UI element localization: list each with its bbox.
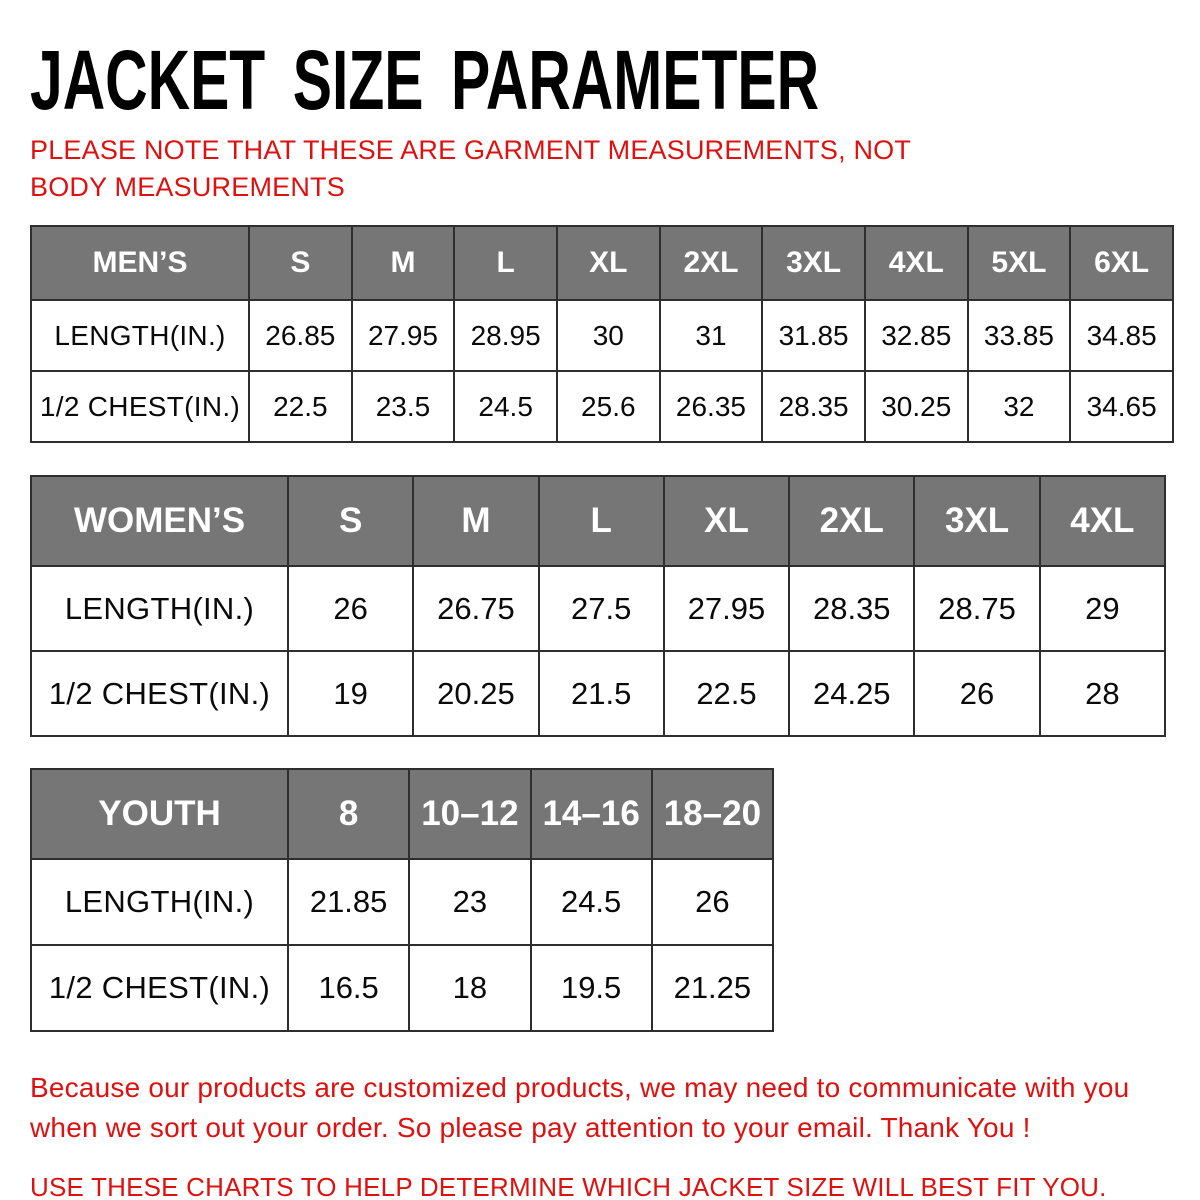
size-column-header: S [249, 226, 352, 300]
measurement-value: 24.5 [454, 371, 557, 442]
measurement-value: 33.85 [968, 300, 1071, 371]
size-column-header: 3XL [914, 476, 1039, 566]
measurement-value: 16.5 [288, 945, 409, 1031]
measurement-value: 26 [288, 566, 413, 651]
measurement-row [31, 300, 1173, 371]
mens-table-title: MEN’S [31, 226, 249, 300]
measurement-label: 1/2 CHEST(IN.) [31, 651, 288, 736]
measurement-value: 26 [652, 859, 773, 945]
mens-header-row [31, 226, 1173, 300]
size-column-header: 2XL [789, 476, 914, 566]
measurement-value: 31.85 [762, 300, 865, 371]
measurement-label: 1/2 CHEST(IN.) [31, 945, 288, 1031]
size-column-header: 10–12 [409, 769, 530, 859]
measurement-value: 24.5 [531, 859, 652, 945]
measurement-label: LENGTH(IN.) [31, 300, 249, 371]
measurement-label: 1/2 CHEST(IN.) [31, 371, 249, 442]
size-column-header: XL [664, 476, 789, 566]
chart-usage-note: USE THESE CHARTS TO HELP DETERMINE WHICH JACKET SIZE WILL BEST FIT YOU. [30, 1171, 1107, 1200]
size-column-header: 8 [288, 769, 409, 859]
customized-products-note: Because our products are customized products, we may need to communicate with you when we sort out your order. So please pay attention to your email. Thank You ! [30, 1072, 1130, 1143]
measurement-value: 26.75 [413, 566, 538, 651]
youth-header-row [31, 769, 773, 859]
measurement-value: 28.35 [762, 371, 865, 442]
measurement-value: 34.65 [1070, 371, 1173, 442]
size-column-header: 5XL [968, 226, 1071, 300]
measurement-label: LENGTH(IN.) [31, 566, 288, 651]
measurement-value: 19.5 [531, 945, 652, 1031]
measurement-value: 27.95 [352, 300, 455, 371]
measurement-label: LENGTH(IN.) [31, 859, 288, 945]
measurement-value: 26.35 [660, 371, 763, 442]
size-column-header: L [454, 226, 557, 300]
garment-measurements-note: PLEASE NOTE THAT THESE ARE GARMENT MEASUREMENTS, NOT BODY MEASUREMENTS [30, 135, 911, 202]
measurement-value: 28.35 [789, 566, 914, 651]
measurement-row [31, 859, 773, 945]
size-column-header: L [539, 476, 664, 566]
measurement-value: 20.25 [413, 651, 538, 736]
size-column-header: 2XL [660, 226, 763, 300]
size-column-header: XL [557, 226, 660, 300]
size-column-header: 4XL [1040, 476, 1165, 566]
measurement-value: 26.85 [249, 300, 352, 371]
measurement-value: 29 [1040, 566, 1165, 651]
size-column-header: 6XL [1070, 226, 1173, 300]
measurement-value: 31 [660, 300, 763, 371]
youth-size-table [30, 768, 774, 1032]
size-column-header: 3XL [762, 226, 865, 300]
measurement-value: 23 [409, 859, 530, 945]
measurement-value: 21.25 [652, 945, 773, 1031]
measurement-value: 34.85 [1070, 300, 1173, 371]
measurement-value: 19 [288, 651, 413, 736]
measurement-value: 22.5 [664, 651, 789, 736]
measurement-value: 28 [1040, 651, 1165, 736]
size-column-header: 18–20 [652, 769, 773, 859]
size-column-header: 4XL [865, 226, 968, 300]
measurement-value: 25.6 [557, 371, 660, 442]
size-tables-container [28, 225, 1172, 1032]
measurement-value: 22.5 [249, 371, 352, 442]
measurement-value: 32.85 [865, 300, 968, 371]
size-column-header: M [352, 226, 455, 300]
measurement-value: 18 [409, 945, 530, 1031]
measurement-value: 30 [557, 300, 660, 371]
size-column-header: S [288, 476, 413, 566]
youth-table-title: YOUTH [31, 769, 288, 859]
measurement-row [31, 566, 1165, 651]
measurement-value: 32 [968, 371, 1071, 442]
womens-table-title: WOMEN’S [31, 476, 288, 566]
measurement-value: 28.95 [454, 300, 557, 371]
measurement-value: 28.75 [914, 566, 1039, 651]
page-title: JACKET SIZE PARAMETER [30, 33, 820, 127]
measurement-value: 23.5 [352, 371, 455, 442]
measurement-value: 27.95 [664, 566, 789, 651]
mens-size-table [30, 225, 1174, 443]
measurement-value: 21.85 [288, 859, 409, 945]
measurement-value: 26 [914, 651, 1039, 736]
measurement-row [31, 651, 1165, 736]
size-column-header: M [413, 476, 538, 566]
measurement-row [31, 371, 1173, 442]
measurement-value: 24.25 [789, 651, 914, 736]
measurement-value: 21.5 [539, 651, 664, 736]
size-column-header: 14–16 [531, 769, 652, 859]
womens-size-table [30, 475, 1166, 737]
womens-header-row [31, 476, 1165, 566]
measurement-value: 27.5 [539, 566, 664, 651]
measurement-value: 30.25 [865, 371, 968, 442]
measurement-row [31, 945, 773, 1031]
